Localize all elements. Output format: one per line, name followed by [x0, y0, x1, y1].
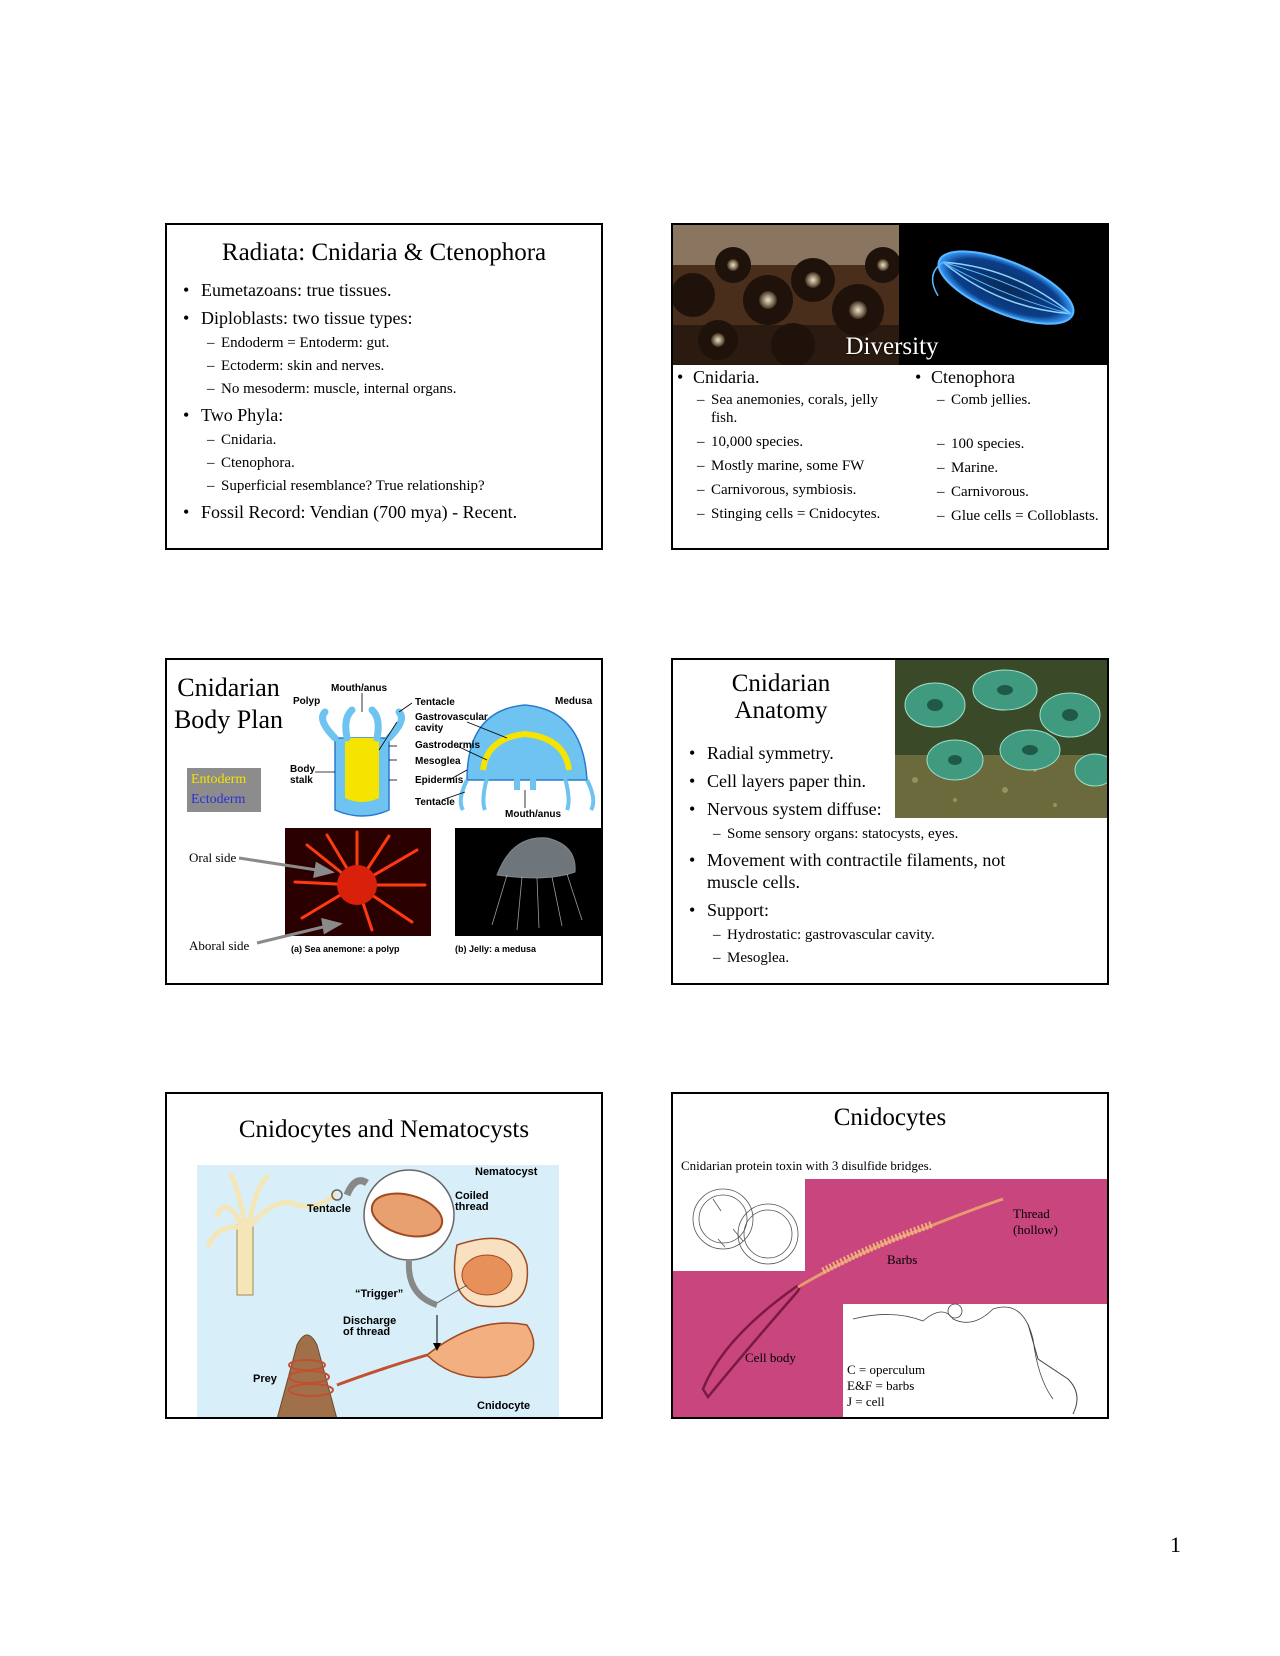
sub-bullet-item: – Marine. — [913, 459, 1105, 477]
bullet-list — [167, 279, 601, 523]
bullet-item: • Two Phyla: — [167, 404, 601, 426]
slide-cnidocytes-nematocysts — [165, 1092, 603, 1419]
bullet-item: • Fossil Record: Vendian (700 mya) - Recent. — [167, 501, 601, 523]
body-stalk-label: Body stalk — [290, 764, 315, 786]
slide-title: Radiata: Cnidaria & Ctenophora — [221, 239, 547, 266]
slide-title: Cnidocytes and Nematocysts — [238, 1116, 530, 1143]
trigger-label: “Trigger” — [355, 1288, 404, 1300]
slide-diversity — [671, 223, 1109, 550]
sub-bullet-item: – Stinging cells = Cnidocytes. — [673, 505, 907, 523]
bullet-list — [673, 742, 1013, 967]
bullet-item: • Support: — [673, 899, 1013, 921]
sub-bullet-item: – Carnivorous. — [913, 483, 1105, 501]
polyp-label: Polyp — [293, 696, 321, 707]
slide-anatomy — [671, 658, 1109, 985]
sketch-legend: C = operculum E&F = barbs J = cell — [847, 1362, 926, 1409]
ctenophora-column: • Ctenophora – Comb jellies. – 100 species. – Marine. – Carnivorous. – Glue cells = Colloblasts. — [913, 365, 1109, 525]
slide-cnidocytes — [671, 1092, 1109, 1419]
ctenophora-list — [913, 391, 1109, 525]
barbs-label: Barbs — [887, 1252, 918, 1267]
tentacle-bottom-label: Tentacle — [415, 797, 455, 808]
gastrovascular-label: Gastrovascular cavity — [415, 712, 488, 734]
bullet-item: • Eumetazoans: true tissues. — [167, 279, 601, 301]
cnidaria-list — [673, 391, 913, 523]
coiled-thread-label: Coiled thread — [455, 1190, 489, 1213]
sub-bullet-item: – Superficial resemblance? True relationship? — [167, 477, 601, 495]
cnidaria-heading: Cnidaria. — [693, 367, 760, 387]
sub-bullet-list — [167, 431, 601, 495]
sub-bullet-item: – Glue cells = Colloblasts. — [913, 507, 1105, 525]
mouth-anus-bottom-label: Mouth/anus — [505, 809, 562, 820]
sub-bullet-item: – Sea anemonies, corals, jelly fish. — [673, 391, 907, 427]
slide-title: Cnidarian Anatomy — [731, 670, 831, 724]
discharge-label: Discharge of thread — [343, 1315, 397, 1338]
tentacle-top-label: Tentacle — [415, 697, 455, 708]
sub-bullet-item: – 10,000 species. — [673, 433, 907, 451]
sub-bullet-item: – Carnivorous, symbiosis. — [673, 481, 907, 499]
sub-bullet-item: – Endoderm = Entoderm: gut. — [167, 334, 601, 352]
sub-bullet-item: – Ctenophora. — [167, 454, 601, 472]
sub-bullet-item: – Comb jellies. — [913, 391, 1105, 409]
epidermis-label: Epidermis — [415, 775, 464, 786]
nematocyst-label: Nematocyst — [475, 1166, 538, 1178]
sub-bullet-item: – Cnidaria. — [167, 431, 601, 449]
sub-bullet-item: – 100 species. — [913, 435, 1105, 453]
aboral-side-label: Aboral side — [189, 938, 250, 953]
body-plan-diagram — [167, 660, 603, 985]
slide-bullets — [167, 279, 601, 523]
tentacle-label: Tentacle — [307, 1203, 351, 1215]
caption-a: (a) Sea anemone: a polyp — [291, 944, 400, 954]
thread-label: Thread (hollow) — [1013, 1206, 1058, 1237]
bullet-item: • Radial symmetry. — [673, 742, 1013, 764]
mesoglea-label: Mesoglea — [415, 756, 461, 767]
cnidaria-column: • Cnidaria. – Sea anemonies, corals, jelly fish. – 10,000 species. – Mostly marine, some FW – Carnivorous, symbiosis. – Stinging cells = Cnidocytes. — [673, 365, 913, 523]
oral-side-label: Oral side — [189, 850, 237, 865]
entoderm-label: Entoderm — [191, 772, 247, 787]
cell-body-label: Cell body — [745, 1350, 796, 1365]
ectoderm-label: Ectoderm — [191, 792, 246, 807]
bullet-item: • Nervous system diffuse: — [673, 798, 1013, 820]
sub-bullet-item: – No mesoderm: muscle, internal organs. — [167, 380, 601, 398]
cnidocyte-label: Cnidocyte — [477, 1400, 531, 1412]
sub-bullet-list — [167, 334, 601, 398]
slide-title: Diversity — [845, 333, 939, 360]
caption-b: (b) Jelly: a medusa — [455, 944, 537, 954]
slide-title: Cnidocytes — [833, 1104, 947, 1131]
prey-label: Prey — [253, 1373, 277, 1385]
sub-bullet-item: – Hydrostatic: gastrovascular cavity. — [673, 926, 1013, 944]
slide-radiata — [165, 223, 603, 550]
gastrodermis-label: Gastrodermis — [415, 740, 481, 751]
slide-bullets — [673, 742, 1013, 967]
sub-bullet-item: – Mostly marine, some FW — [673, 457, 907, 475]
medusa-label: Medusa — [555, 696, 593, 707]
sub-bullet-item: – Some sensory organs: statocysts, eyes. — [673, 825, 1013, 843]
sub-bullet-item: – Mesoglea. — [673, 949, 1013, 967]
bullet-item: • Cell layers paper thin. — [673, 770, 1013, 792]
sub-bullet-list — [673, 926, 1013, 967]
slide-body-plan — [165, 658, 603, 985]
bullet-item: • Diploblasts: two tissue types: — [167, 307, 601, 329]
mouth-anus-top-label: Mouth/anus — [331, 683, 388, 694]
sub-bullet-item: – Ectoderm: skin and nerves. — [167, 357, 601, 375]
sub-bullet-list — [673, 825, 1013, 843]
page-number: 1 — [1170, 1532, 1181, 1557]
slide-subtitle: Cnidarian protein toxin with 3 disulfide bridges. — [681, 1158, 932, 1173]
bullet-item: • Movement with contractile filaments, not muscle cells. — [673, 849, 1013, 893]
slide-title: Cnidarian Body Plan — [173, 673, 284, 734]
ctenophora-heading: Ctenophora — [931, 367, 1015, 387]
